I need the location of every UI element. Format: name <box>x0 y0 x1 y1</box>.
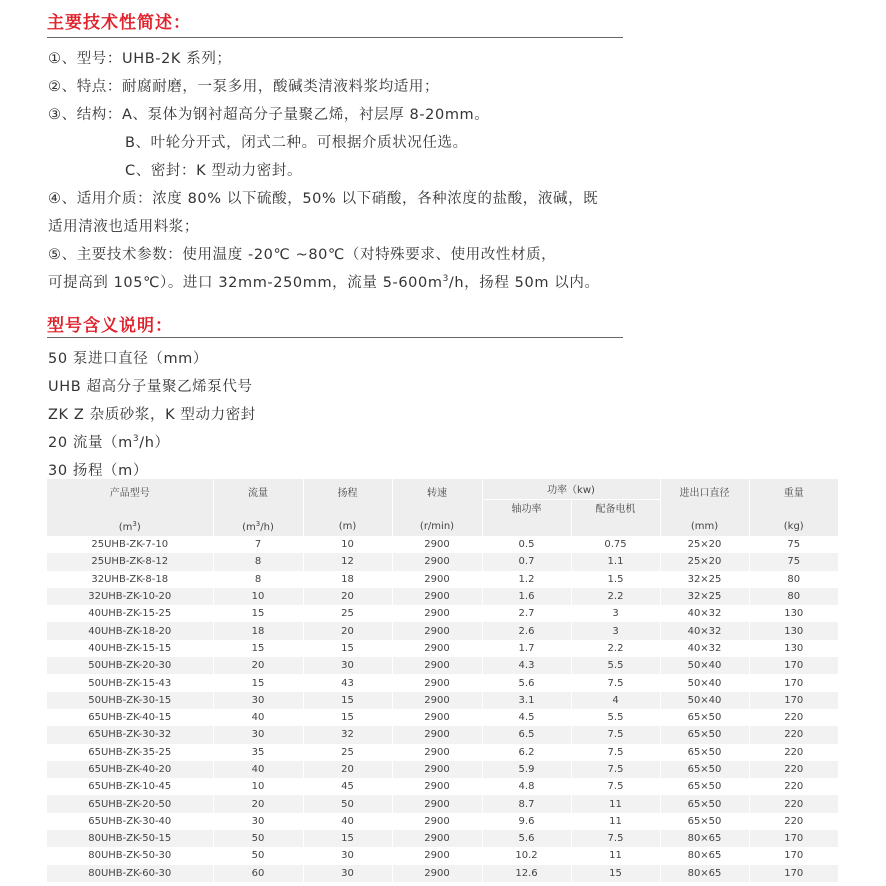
cell-speed: 2900 <box>392 726 482 743</box>
cell-speed: 2900 <box>392 865 482 882</box>
cell-head: 15 <box>303 640 392 657</box>
cell-model: 40UHB-ZK-18-20 <box>47 622 213 639</box>
table-row <box>47 553 838 570</box>
table-row <box>47 640 838 657</box>
spec-table <box>47 479 838 882</box>
cell-weight: 220 <box>784 815 804 827</box>
cell-weight: 130 <box>784 642 804 654</box>
table-row <box>47 588 838 605</box>
cell-diameter: 80×65 <box>660 830 749 847</box>
cell-motor: 11 <box>571 847 660 864</box>
cell-flow: 8 <box>213 553 303 570</box>
cell-weight: 80 <box>749 588 838 605</box>
spec-line-params: ⑤、主要技术参数：使用温度 -20℃ ~80℃（对特殊要求、使用改性材质， <box>48 247 557 263</box>
cell-shaft-power: 4.5 <box>482 709 571 726</box>
cell-head: 15 <box>303 709 392 726</box>
cell-speed: 2900 <box>392 795 482 812</box>
cell-speed: 2900 <box>392 761 482 778</box>
header-spacer <box>749 499 838 516</box>
unit-spacer <box>482 516 571 536</box>
header-diameter: 进出口直径 <box>660 479 749 499</box>
header-weight: 重量 <box>749 479 838 499</box>
table-row <box>47 813 838 830</box>
cell-weight: 130 <box>784 608 804 620</box>
cell-speed: 2900 <box>392 778 482 795</box>
cell-head: 40 <box>303 813 392 830</box>
model-text: 20 流量（m <box>48 435 133 451</box>
header-spacer <box>660 499 749 516</box>
superscript: 3 <box>132 519 137 528</box>
cell-speed: 2900 <box>392 830 482 847</box>
cell-diameter: 80×65 <box>660 847 749 864</box>
cell-diameter: 40×32 <box>660 640 749 657</box>
table-row <box>47 692 838 709</box>
cell-flow: 30 <box>213 813 303 830</box>
header-head: 扬程 <box>303 479 392 499</box>
cell-diameter: 50×40 <box>660 657 749 674</box>
cell-head: 45 <box>303 778 392 795</box>
cell-flow: 20 <box>213 657 303 674</box>
cell-speed: 2900 <box>392 847 482 864</box>
unit-text: (m <box>242 521 256 533</box>
unit-spacer <box>571 516 660 536</box>
spec-line-structure-a: ③、结构：A、泵体为钢衬超高分子量聚乙烯，衬层厚 8-20mm。 <box>48 107 490 123</box>
cell-shaft-power: 5.9 <box>482 761 571 778</box>
cell-flow: 50 <box>213 847 303 864</box>
cell-weight: 75 <box>787 539 801 551</box>
cell-speed: 2900 <box>392 813 482 830</box>
table-row <box>47 761 838 778</box>
cell-diameter: 65×50 <box>660 813 749 830</box>
cell-motor: 2.2 <box>571 640 660 657</box>
cell-diameter: 32×25 <box>660 571 749 588</box>
spec-text: /h，扬程 50m 以内。 <box>448 275 600 291</box>
cell-flow: 50 <box>213 830 303 847</box>
cell-weight: 170 <box>784 677 804 689</box>
cell-motor: 1.1 <box>571 553 660 570</box>
cell-model: 65UHB-ZK-40-20 <box>47 761 213 778</box>
cell-shaft-power: 6.5 <box>482 726 571 743</box>
unit-weight: (kg) <box>749 516 838 536</box>
cell-model: 40UHB-ZK-15-25 <box>47 605 213 622</box>
unit-diameter: (mm) <box>660 516 749 536</box>
cell-flow: 60 <box>213 865 303 882</box>
cell-diameter: 25×20 <box>660 536 749 553</box>
section-title-specs: 主要技术性简述： <box>47 13 191 33</box>
cell-speed: 2900 <box>392 744 482 761</box>
section-divider <box>47 337 623 338</box>
unit-text: /h) <box>260 521 274 533</box>
cell-diameter: 40×32 <box>660 622 749 639</box>
cell-diameter: 65×50 <box>660 709 749 726</box>
cell-weight: 220 <box>749 726 838 743</box>
header-motor: 配备电机 <box>571 499 660 516</box>
cell-shaft-power: 1.7 <box>482 640 571 657</box>
cell-flow: 40 <box>213 761 303 778</box>
spec-line-params-cont <box>48 271 600 292</box>
cell-flow: 10 <box>213 778 303 795</box>
cell-shaft-power: 1.6 <box>482 588 571 605</box>
cell-speed: 2900 <box>392 553 482 570</box>
cell-head: 10 <box>303 536 392 553</box>
cell-flow: 35 <box>213 744 303 761</box>
cell-model: 32UHB-ZK-8-18 <box>47 571 213 588</box>
model-line-zk: ZK Z 杂质砂浆，K 型动力密封 <box>48 407 256 423</box>
table-row <box>47 795 838 812</box>
cell-model: 65UHB-ZK-10-45 <box>47 778 213 795</box>
table-row <box>47 536 838 553</box>
spec-line-structure-c: C、密封：K 型动力密封。 <box>125 163 303 179</box>
cell-speed: 2900 <box>392 588 482 605</box>
table-row <box>47 657 838 674</box>
table-row <box>47 865 838 882</box>
cell-model: 65UHB-ZK-30-40 <box>47 813 213 830</box>
unit-speed: (r/min) <box>392 516 482 536</box>
cell-flow: 15 <box>213 605 303 622</box>
cell-motor: 15 <box>571 865 660 882</box>
cell-speed: 2900 <box>392 640 482 657</box>
table-row <box>47 847 838 864</box>
cell-flow: 30 <box>213 692 303 709</box>
unit-text: (m <box>118 521 133 533</box>
cell-model: 50UHB-ZK-15-43 <box>47 674 213 691</box>
cell-speed: 2900 <box>392 536 482 553</box>
cell-motor: 7.5 <box>571 726 660 743</box>
cell-model: 65UHB-ZK-35-25 <box>47 744 213 761</box>
cell-model: 80UHB-ZK-60-30 <box>47 865 213 882</box>
cell-weight: 80 <box>787 573 801 585</box>
header-flow: 流量 <box>213 479 303 499</box>
spec-line-features: ②、特点：耐腐耐磨，一泵多用，酸碱类清液料浆均适用； <box>48 79 440 95</box>
cell-model: 25UHB-ZK-7-10 <box>47 536 213 553</box>
cell-diameter: 50×40 <box>660 692 749 709</box>
model-line-uhb: UHB 超高分子量聚乙烯泵代号 <box>48 379 253 395</box>
cell-head: 20 <box>303 761 392 778</box>
cell-weight: 75 <box>749 553 838 570</box>
cell-motor: 7.5 <box>571 830 660 847</box>
spec-line-media-cont: 适用清液也适用料浆； <box>48 219 199 235</box>
cell-head: 30 <box>303 865 392 882</box>
cell-motor: 11 <box>571 795 660 812</box>
cell-head: 32 <box>303 726 392 743</box>
cell-speed: 2900 <box>392 622 482 639</box>
cell-diameter: 25×20 <box>660 553 749 570</box>
spec-line-model: ①、型号：UHB-2K 系列； <box>48 51 232 67</box>
header-spacer <box>392 499 482 516</box>
cell-model: 50UHB-ZK-20-30 <box>47 657 213 674</box>
table-row <box>47 571 838 588</box>
cell-flow: 10 <box>213 588 303 605</box>
table-row <box>47 778 838 795</box>
cell-motor: 7.5 <box>571 744 660 761</box>
cell-motor: 5.5 <box>571 657 660 674</box>
cell-flow: 18 <box>213 622 303 639</box>
model-text: /h） <box>139 435 170 451</box>
cell-model: 25UHB-ZK-8-12 <box>47 553 213 570</box>
cell-model: 40UHB-ZK-15-15 <box>47 640 213 657</box>
cell-motor: 5.5 <box>571 709 660 726</box>
cell-head: 50 <box>303 795 392 812</box>
cell-motor: 11 <box>571 813 660 830</box>
cell-shaft-power: 12.6 <box>482 865 571 882</box>
table-row <box>47 674 838 691</box>
cell-motor: 4 <box>571 692 660 709</box>
model-line-inlet: 50 泵进口直径（mm） <box>48 351 209 367</box>
superscript: 3 <box>442 274 449 284</box>
table-row <box>47 709 838 726</box>
cell-head: 15 <box>303 830 392 847</box>
cell-model: 65UHB-ZK-30-32 <box>47 726 213 743</box>
cell-speed: 2900 <box>392 692 482 709</box>
cell-weight: 220 <box>749 795 838 812</box>
cell-head: 25 <box>303 605 392 622</box>
cell-speed: 2900 <box>392 657 482 674</box>
header-model: 产品型号 <box>47 479 213 499</box>
cell-weight: 220 <box>749 761 838 778</box>
cell-model: 32UHB-ZK-10-20 <box>47 588 213 605</box>
cell-diameter: 65×50 <box>660 744 749 761</box>
cell-shaft-power: 10.2 <box>482 847 571 864</box>
cell-flow: 30 <box>213 726 303 743</box>
cell-weight: 130 <box>749 622 838 639</box>
header-power: 功率（kw) <box>482 479 660 499</box>
cell-head: 20 <box>303 622 392 639</box>
cell-shaft-power: 3.1 <box>482 692 571 709</box>
cell-speed: 2900 <box>392 674 482 691</box>
table-header <box>47 479 838 536</box>
cell-weight: 170 <box>749 830 838 847</box>
cell-head: 12 <box>303 553 392 570</box>
cell-motor: 3 <box>571 622 660 639</box>
cell-flow: 15 <box>213 674 303 691</box>
cell-head: 15 <box>303 692 392 709</box>
cell-head: 43 <box>303 674 392 691</box>
cell-head: 25 <box>303 744 392 761</box>
cell-weight: 170 <box>784 850 804 862</box>
cell-shaft-power: 1.2 <box>482 571 571 588</box>
cell-motor: 7.5 <box>571 778 660 795</box>
cell-speed: 2900 <box>392 605 482 622</box>
model-line-head: 30 扬程（m） <box>48 463 148 479</box>
table-row <box>47 622 838 639</box>
cell-flow: 40 <box>213 709 303 726</box>
table-row <box>47 726 838 743</box>
cell-shaft-power: 9.6 <box>482 813 571 830</box>
cell-model: 80UHB-ZK-50-15 <box>47 830 213 847</box>
cell-head: 30 <box>303 847 392 864</box>
cell-head: 18 <box>303 571 392 588</box>
section-title-model-meaning: 型号含义说明： <box>47 316 173 336</box>
spec-text: 可提高到 105℃）。进口 32mm-250mm，流量 5-600m <box>48 275 443 291</box>
cell-shaft-power: 0.5 <box>482 536 571 553</box>
cell-flow: 20 <box>213 795 303 812</box>
table-row <box>47 744 838 761</box>
header-spacer <box>47 499 213 516</box>
cell-diameter: 80×65 <box>660 865 749 882</box>
cell-diameter: 65×50 <box>660 761 749 778</box>
header-spacer <box>303 499 392 516</box>
cell-diameter: 32×25 <box>660 588 749 605</box>
unit-model <box>47 516 213 536</box>
cell-head: 30 <box>303 657 392 674</box>
cell-diameter: 65×50 <box>660 778 749 795</box>
spec-line-media: ④、适用介质：浓度 80% 以下硫酸，50% 以下硝酸，各种浓度的盐酸，液碱，既 <box>48 191 599 207</box>
cell-model: 50UHB-ZK-30-15 <box>47 692 213 709</box>
cell-diameter: 50×40 <box>660 674 749 691</box>
section-divider <box>47 37 623 38</box>
header-shaft-power: 轴功率 <box>482 499 571 516</box>
cell-weight: 220 <box>784 781 804 793</box>
cell-weight: 170 <box>749 657 838 674</box>
cell-motor: 0.75 <box>571 536 660 553</box>
cell-weight: 220 <box>784 712 804 724</box>
header-spacer <box>213 499 303 516</box>
cell-speed: 2900 <box>392 571 482 588</box>
cell-diameter: 65×50 <box>660 726 749 743</box>
spec-line-structure-b: B、叶轮分开式，闭式二种。可根据介质状况任选。 <box>125 135 468 151</box>
table-body <box>47 536 838 882</box>
cell-model: 65UHB-ZK-40-15 <box>47 709 213 726</box>
cell-flow: 7 <box>213 536 303 553</box>
cell-motor: 1.5 <box>571 571 660 588</box>
unit-text: ) <box>136 521 141 533</box>
unit-head: (m) <box>303 516 392 536</box>
cell-weight: 170 <box>749 692 838 709</box>
cell-model: 65UHB-ZK-20-50 <box>47 795 213 812</box>
cell-shaft-power: 2.6 <box>482 622 571 639</box>
table-row <box>47 830 838 847</box>
cell-shaft-power: 5.6 <box>482 674 571 691</box>
superscript: 3 <box>255 519 261 528</box>
cell-speed: 2900 <box>392 709 482 726</box>
cell-shaft-power: 4.3 <box>482 657 571 674</box>
table-row <box>47 605 838 622</box>
cell-weight: 220 <box>784 746 804 758</box>
cell-head: 20 <box>303 588 392 605</box>
cell-shaft-power: 8.7 <box>482 795 571 812</box>
header-speed: 转速 <box>392 479 482 499</box>
cell-motor: 3 <box>571 605 660 622</box>
cell-model: 80UHB-ZK-50-30 <box>47 847 213 864</box>
cell-shaft-power: 4.8 <box>482 778 571 795</box>
cell-diameter: 40×32 <box>660 605 749 622</box>
cell-shaft-power: 2.7 <box>482 605 571 622</box>
superscript: 3 <box>132 434 140 444</box>
cell-shaft-power: 0.7 <box>482 553 571 570</box>
cell-flow: 8 <box>213 571 303 588</box>
cell-motor: 7.5 <box>571 674 660 691</box>
cell-motor: 7.5 <box>571 761 660 778</box>
unit-flow <box>213 516 303 536</box>
model-line-flow <box>48 431 170 452</box>
cell-shaft-power: 5.6 <box>482 830 571 847</box>
cell-motor: 2.2 <box>571 588 660 605</box>
cell-weight: 170 <box>749 865 838 882</box>
cell-diameter: 65×50 <box>660 795 749 812</box>
cell-shaft-power: 6.2 <box>482 744 571 761</box>
cell-flow: 15 <box>213 640 303 657</box>
